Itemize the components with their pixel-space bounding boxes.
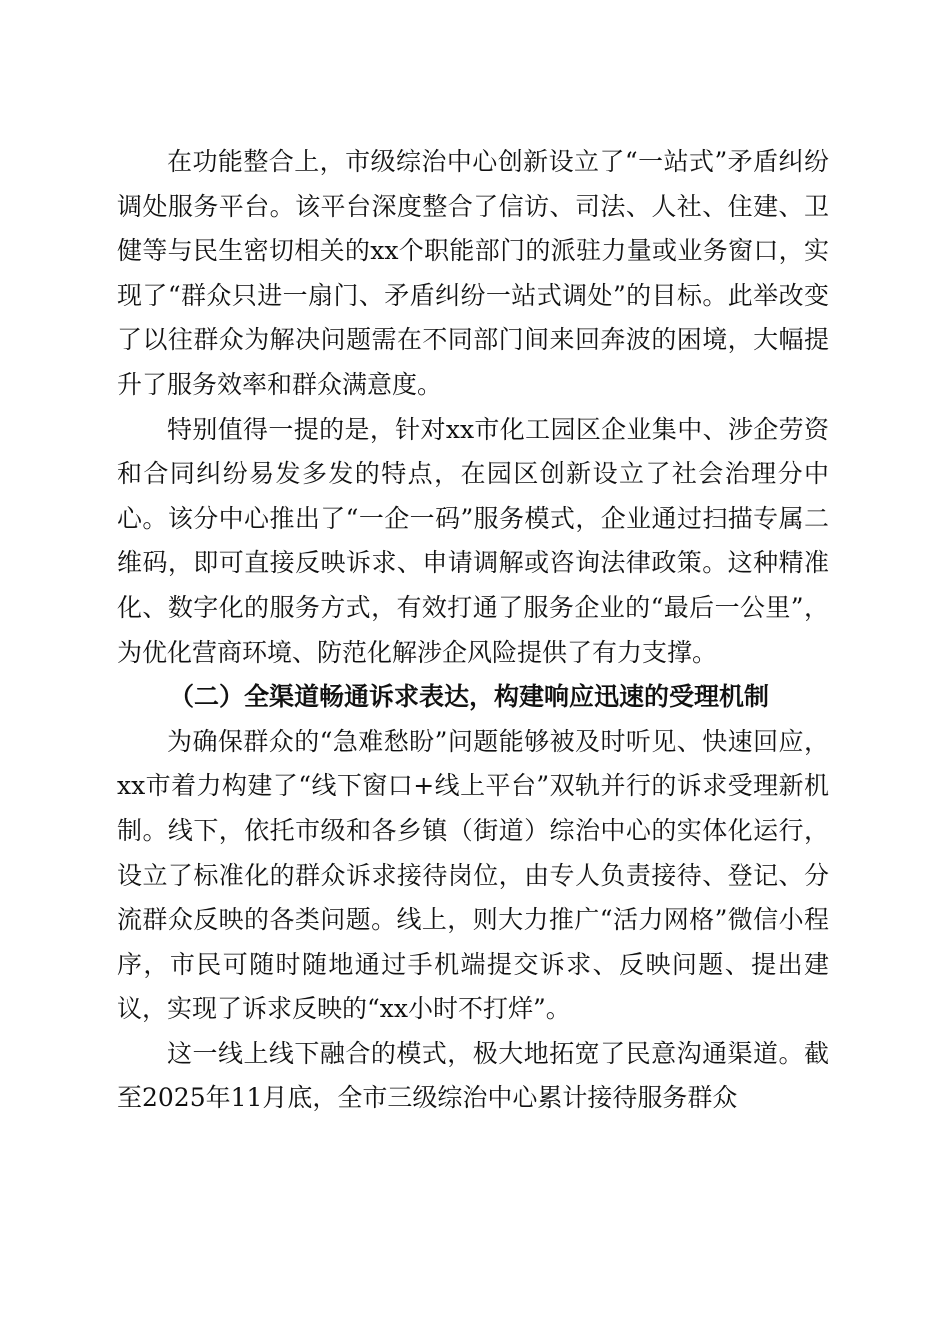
- section-heading: （二）全渠道畅通诉求表达，构建响应迅速的受理机制: [169, 682, 770, 712]
- paragraph-industrial-park: 特别值得一提的是，针对xx市化工园区企业集中、涉企劳资和合同纠纷易发多发的特点，在园区创新设立了社会治理分中心。该分中心推出了“一企一码”服务模式，企业通过扫描专属二维码，即可直接反映诉求、申请调解或咨询法律政策。这种精准化、数字化的服务方式，有效打通了服务企业的“最后一公里”，为优化营商环境、防范化解涉企风险提供了有力支撑。: [117, 414, 829, 667]
- paragraph-function-integration: 在功能整合上，市级综治中心创新设立了“一站式”矛盾纠纷调处服务平台。该平台深度整合了信访、司法、人社、住建、卫健等与民生密切相关的xx个职能部门的派驻力量或业务窗口，实现了“群众只进一扇门、矛盾纠纷一站式调处”的目标。此举改变了以往群众为解决问题需在不同部门间来回奔波的困境，大幅提升了服务效率和群众满意度。: [117, 147, 829, 399]
- paragraph-dual-track-mechanism: 为确保群众的“急难愁盼”问题能够被及时听见、快速回应，xx市着力构建了“线下窗口+线上平台”双轨并行的诉求受理新机制。线下，依托市级和各乡镇（街道）综治中心的实体化运行，设立了标准化的群众诉求接待岗位，由专人负责接待、登记、分流群众反映的各类问题。线上，则大力推广“活力网格”微信小程序，市民可随时随地通过手机端提交诉求、反映问题、提出建议，实现了诉求反映的“xx小时不打烊”。: [117, 726, 829, 1024]
- document-body: [117, 140, 829, 1121]
- paragraph-statistics: 这一线上线下融合的模式，极大地拓宽了民意沟通渠道。截至2025年11月底，全市三级综治中心累计接待服务群众: [117, 1038, 829, 1113]
